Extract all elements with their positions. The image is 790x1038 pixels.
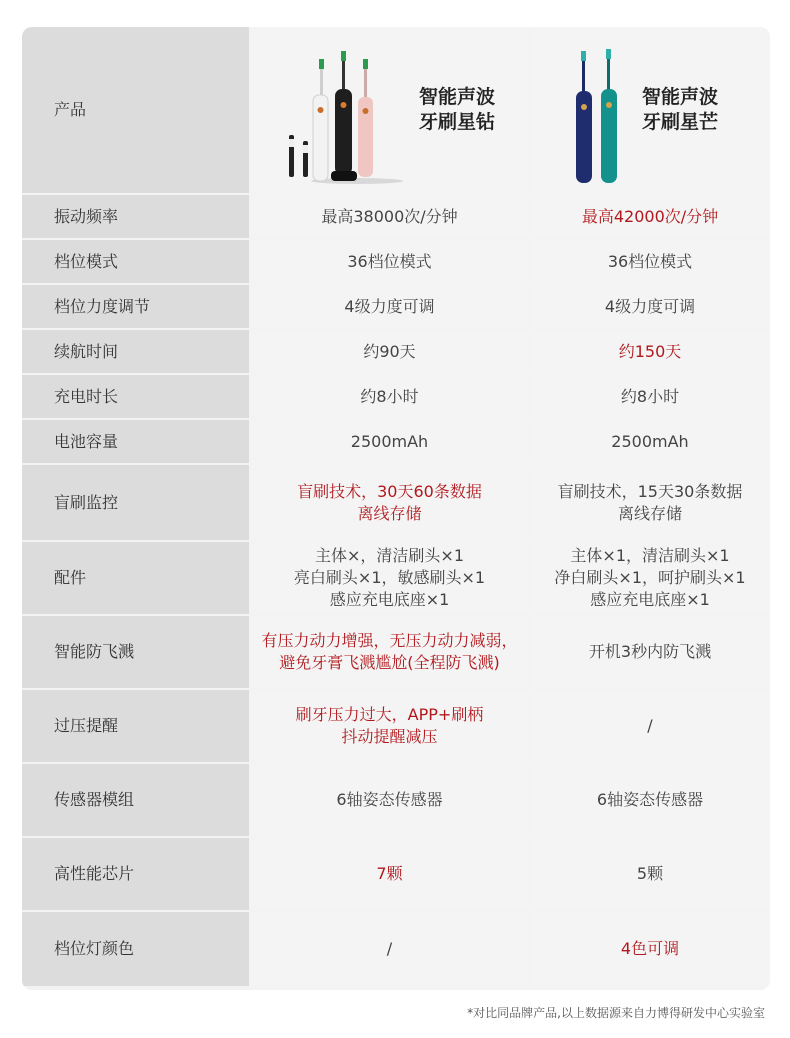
spec-label: 续航时间 [22,330,249,373]
spec-row [22,838,770,910]
spec-label: 过压提醒 [22,690,249,762]
product-2-cell [530,27,770,193]
header-label: 产品 [22,27,249,193]
product-2-value [530,838,770,910]
product-2-value [530,420,770,463]
product-2-value [530,285,770,328]
comparison-table [22,27,770,990]
spec-label: 档位力度调节 [22,285,249,328]
product-2-value [530,375,770,418]
product-1-value [251,330,528,373]
spec-label: 高性能芯片 [22,838,249,910]
value-line: 4级力度可调 [604,296,696,316]
spec-row [22,330,770,373]
value-line: 离线存储 [357,503,422,523]
value-line: 5颗 [636,864,664,883]
value-line: 刷牙压力过大，APP+刷柄 [295,705,484,724]
footnote: *对比同品牌产品,以上数据源来自力博得研发中心实验室 [467,1006,765,1020]
product-1-value [251,838,528,910]
product-2-value [530,240,770,283]
product-1-value [251,240,528,283]
value-line: 盲刷技术，15天30条数据 [557,481,743,501]
spec-label: 档位模式 [22,240,249,283]
spec-label: 充电时长 [22,375,249,418]
product-1-name [419,85,495,135]
value-line: / [647,716,653,735]
value-line: 4色可调 [620,939,680,958]
header-row [22,27,770,193]
spec-row [22,420,770,463]
product-1-cell [251,27,528,193]
value-line: 有压力动力增强，无压力动力减弱， [261,631,518,650]
value-line: 36档位模式 [607,251,693,271]
spec-row [22,240,770,283]
product-1-value [251,616,528,688]
product-2-name [642,85,718,135]
value-line: 约90天 [363,341,416,361]
value-line: 约150天 [618,341,682,361]
spec-row [22,195,770,238]
value-line: 抖动提醒减压 [341,727,438,746]
spec-label: 档位灯颜色 [22,912,249,986]
product-1-value [251,690,528,762]
value-line: 感应充电底座×1 [329,590,450,609]
value-line: 4级力度可调 [344,296,435,316]
product-1-name-line1: 智能声波 [419,86,496,108]
product-2-value [530,616,770,688]
product-1-value [251,420,528,463]
product-2-value [530,690,770,762]
value-line: 盲刷技术，30天60条数据 [297,481,482,501]
product-2-value [530,912,770,986]
spec-row [22,542,770,614]
value-line: 净白刷头×1，呵护刷头×1 [554,568,746,587]
product-1-value [251,375,528,418]
value-line: 约8小时 [360,386,419,406]
spec-row [22,465,770,540]
value-line: 感应充电底座×1 [590,590,710,609]
value-line: 主体×1，清洁刷头×1 [570,546,730,565]
product-1-value [251,465,528,540]
spec-row [22,764,770,836]
toothbrush-pair-image [570,35,630,185]
spec-label: 电池容量 [22,420,249,463]
product-2-value [530,195,770,238]
spec-label: 智能防飞溅 [22,616,249,688]
product-2-value [530,764,770,836]
spec-row [22,690,770,762]
value-line: 约8小时 [620,386,680,406]
value-line: 避免牙膏飞溅尴尬(全程防飞溅) [279,653,500,672]
spec-label: 振动频率 [22,195,249,238]
toothbrush-set-image [275,35,415,185]
product-2-value [530,465,770,540]
value-line: 离线存储 [617,503,682,523]
value-line: 主体×，清洁刷头×1 [315,546,464,565]
value-line: 36档位模式 [347,251,432,271]
value-line: 亮白刷头×1，敏感刷头×1 [293,568,486,587]
spec-row [22,285,770,328]
spec-label: 配件 [22,542,249,614]
spec-label: 传感器模组 [22,764,249,836]
value-line: 7颗 [376,864,403,883]
spec-label: 盲刷监控 [22,465,249,540]
value-line: 2500mAh [611,431,689,451]
product-1-name-line2: 牙刷星钻 [419,111,496,133]
value-line: 6轴姿态传感器 [596,790,704,809]
product-2-value [530,542,770,614]
value-line: 6轴姿态传感器 [336,790,443,809]
spec-row [22,375,770,418]
value-line: 2500mAh [350,431,429,451]
product-1-value [251,764,528,836]
product-1-value [251,195,528,238]
spec-row [22,912,770,986]
product-1-value [251,542,528,614]
product-2-name-line1: 智能声波 [642,86,719,108]
product-1-value [251,285,528,328]
value-line: 最高38000次/分钟 [321,206,458,226]
value-line: / [386,939,393,958]
value-line: 开机3秒内防飞溅 [588,642,712,661]
product-2-name-line2: 牙刷星芒 [642,111,719,133]
product-2-value [530,330,770,373]
spec-row [22,616,770,688]
product-1-value [251,912,528,986]
value-line: 最高42000次/分钟 [581,206,719,226]
